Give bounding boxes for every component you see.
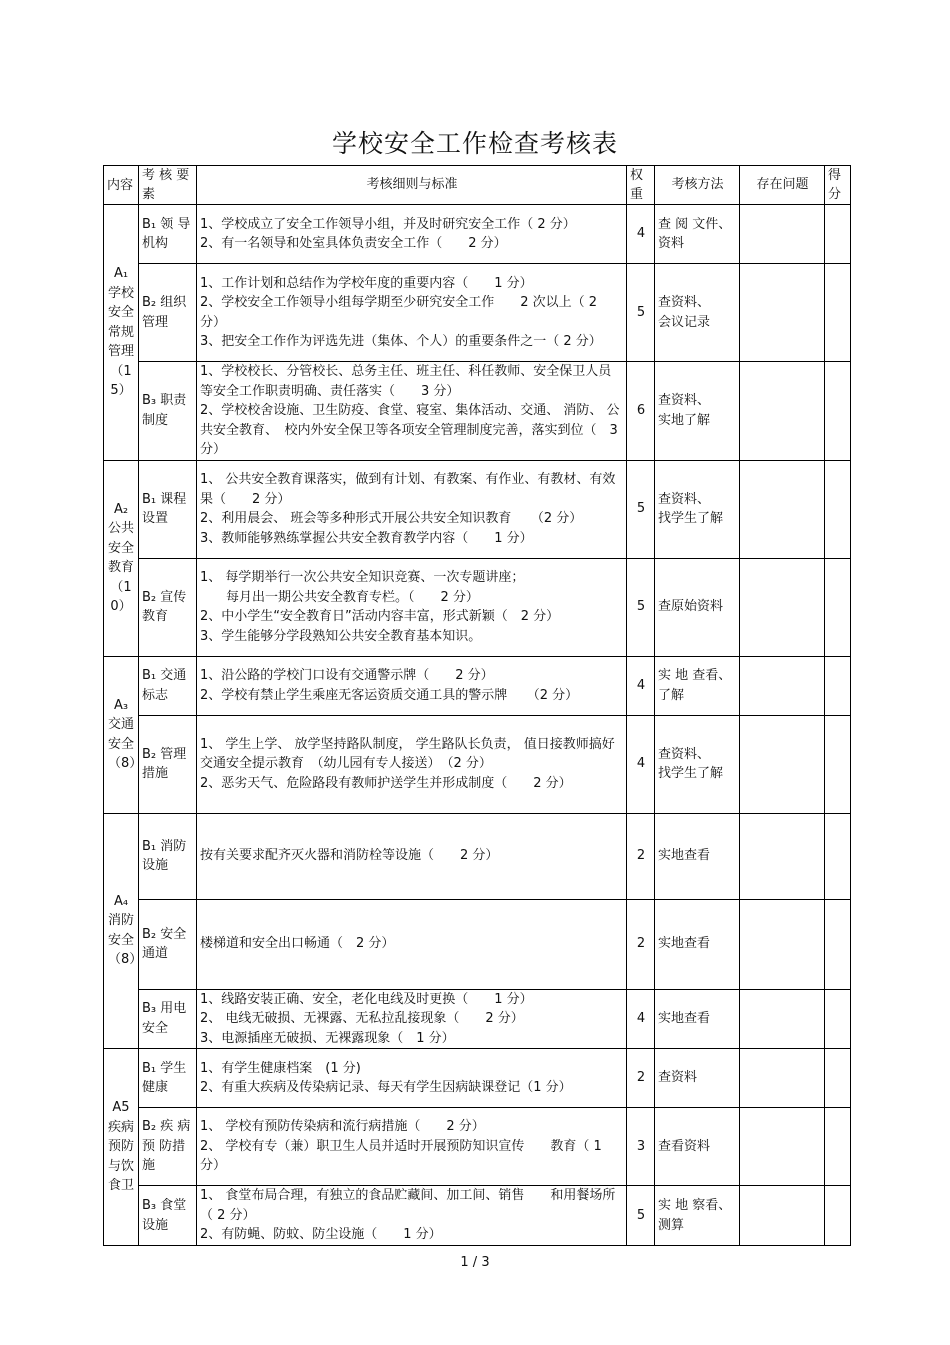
criteria-cell: 1、学校成立了安全工作领导小组，并及时研究安全工作（ 2 分） 2、有一名领导和处室具体负责安全工作（ 2 分） (197, 205, 627, 264)
method-cell: 查 阅 文件、资料 (655, 205, 740, 264)
weight-cell: 2 (627, 1049, 655, 1108)
header-problems: 存在问题 (740, 166, 825, 205)
score-cell[interactable] (825, 362, 851, 461)
table-row (104, 1108, 851, 1186)
element-cell: B₁ 消防设施 (139, 813, 197, 899)
score-cell[interactable] (825, 899, 851, 989)
problems-cell[interactable] (740, 715, 825, 813)
criteria-cell: 1、线路安装正确、安全，老化电线及时更换（ 1 分） 2、 电线无破损、无裸露、无私拉乱接现象（ 2 分） 3、电源插座无破损、无裸露现象（ 1 分） (197, 989, 627, 1049)
problems-cell[interactable] (740, 1049, 825, 1108)
element-cell: B₃ 食堂设施 (139, 1186, 197, 1246)
element-cell: B₂ 疾 病预 防措施 (139, 1108, 197, 1186)
score-cell[interactable] (825, 715, 851, 813)
table-row (104, 989, 851, 1049)
element-cell: B₂ 宣传教育 (139, 558, 197, 656)
score-cell[interactable] (825, 813, 851, 899)
table-row (104, 899, 851, 989)
problems-cell[interactable] (740, 1186, 825, 1246)
element-cell: B₂ 组织管理 (139, 264, 197, 362)
method-cell: 查原始资料 (655, 558, 740, 656)
weight-cell: 6 (627, 362, 655, 461)
method-cell: 实 地 察看、测算 (655, 1186, 740, 1246)
page-title: 学校安全工作检查考核表 (331, 129, 618, 158)
header-criteria: 考核细则与标准 (197, 166, 627, 205)
table-row (104, 205, 851, 264)
weight-cell: 2 (627, 813, 655, 899)
header-row (104, 166, 851, 205)
criteria-cell: 1、 每学期举行一次公共安全知识竞赛、一次专题讲座； 每月出一期公共安全教育专栏。（ 2 分） 2、中小学生“安全教育日”活动内容丰富，形式新颖（ 2 分） 3、学生能够分学段熟知公共安全教育基本知识。 (197, 558, 627, 656)
criteria-cell: 1、沿公路的学校门口设有交通警示牌（ 2 分） 2、学校有禁止学生乘座无客运资质交通工具的警示牌 （2 分） (197, 656, 627, 715)
problems-cell[interactable] (740, 362, 825, 461)
criteria-cell: 1、 公共安全教育课落实，做到有计划、有教案、有作业、有教材、有效果（ 2 分） 2、利用晨会、 班会等多种形式开展公共安全知识教育 （2 分） 3、教师能够熟练掌握公共安全教育教学内容（ 1 分） (197, 460, 627, 558)
table-row (104, 362, 851, 461)
score-cell[interactable] (825, 460, 851, 558)
score-cell[interactable] (825, 989, 851, 1049)
weight-cell: 3 (627, 1108, 655, 1186)
table-row (104, 460, 851, 558)
criteria-cell: 1、 学校有预防传染病和流行病措施（ 2 分） 2、 学校有专（兼）职卫生人员并适时开展预防知识宣传 教育（ 1 分） (197, 1108, 627, 1186)
element-cell: B₁ 学生健康 (139, 1049, 197, 1108)
header-method: 考核方法 (655, 166, 740, 205)
weight-cell: 4 (627, 205, 655, 264)
method-cell: 实地查看 (655, 813, 740, 899)
problems-cell[interactable] (740, 205, 825, 264)
header-score: 得分 (825, 166, 851, 205)
method-cell: 实 地 查看、了解 (655, 656, 740, 715)
table-row (104, 558, 851, 656)
problems-cell[interactable] (740, 989, 825, 1049)
problems-cell[interactable] (740, 656, 825, 715)
method-cell: 查资料、 找学生了解 (655, 715, 740, 813)
table-row (104, 264, 851, 362)
header-area: 内容 (104, 166, 139, 205)
weight-cell: 4 (627, 656, 655, 715)
score-cell[interactable] (825, 264, 851, 362)
element-cell: B₂ 安全通道 (139, 899, 197, 989)
weight-cell: 5 (627, 264, 655, 362)
criteria-cell: 楼梯道和安全出口畅通（ 2 分） (197, 899, 627, 989)
criteria-cell: 1、有学生健康档案 (1 分) 2、有重大疾病及传染病记录、每天有学生因病缺课登记（1 分） (197, 1049, 627, 1108)
area-cell: A5疾病预防与饮食卫 (104, 1049, 139, 1246)
score-cell[interactable] (825, 656, 851, 715)
weight-cell: 5 (627, 558, 655, 656)
page-number: 1 / 3 (460, 1255, 490, 1270)
weight-cell: 4 (627, 989, 655, 1049)
method-cell: 实地查看 (655, 899, 740, 989)
method-cell: 查资料 (655, 1049, 740, 1108)
inspection-table (103, 165, 851, 1246)
header-element: 考 核 要素 (139, 166, 197, 205)
element-cell: B₂ 管理措施 (139, 715, 197, 813)
criteria-cell: 1、 学生上学、 放学坚持路队制度， 学生路队长负责， 值日接教师搞好交通安全提示教育 （幼儿园有专人接送） （2 分） 2、恶劣天气、危险路段有教师护送学生并形成制度（ 2 分） (197, 715, 627, 813)
table-row (104, 813, 851, 899)
criteria-cell: 按有关要求配齐灭火器和消防栓等设施（ 2 分） (197, 813, 627, 899)
problems-cell[interactable] (740, 1108, 825, 1186)
element-cell: B₁ 课程设置 (139, 460, 197, 558)
problems-cell[interactable] (740, 264, 825, 362)
method-cell: 实地查看 (655, 989, 740, 1049)
score-cell[interactable] (825, 1108, 851, 1186)
score-cell[interactable] (825, 1186, 851, 1246)
area-cell: A₃交通安全（8） (104, 656, 139, 813)
problems-cell[interactable] (740, 899, 825, 989)
element-cell: B₃ 用电安全 (139, 989, 197, 1049)
weight-cell: 4 (627, 715, 655, 813)
table-row (104, 1186, 851, 1246)
problems-cell[interactable] (740, 460, 825, 558)
method-cell: 查资料、 找学生了解 (655, 460, 740, 558)
problems-cell[interactable] (740, 813, 825, 899)
table-row (104, 715, 851, 813)
method-cell: 查资料、 实地了解 (655, 362, 740, 461)
problems-cell[interactable] (740, 558, 825, 656)
criteria-cell: 1、学校校长、分管校长、总务主任、班主任、科任教师、安全保卫人员等安全工作职责明确、责任落实（ 3 分） 2、学校校舍设施、卫生防疫、食堂、寝室、集体活动、交通、 消防、 公共安全教育、 校内外安全保卫等各项安全管理制度完善，落实到位（ 3 分） (197, 362, 627, 461)
header-weight: 权重 (627, 166, 655, 205)
element-cell: B₁ 领 导机构 (139, 205, 197, 264)
weight-cell: 2 (627, 899, 655, 989)
table-row (104, 656, 851, 715)
area-cell: A₂公共安全教育（10） (104, 460, 139, 656)
score-cell[interactable] (825, 1049, 851, 1108)
area-cell: A₁学校安全常规管理（15） (104, 205, 139, 461)
method-cell: 查看资料 (655, 1108, 740, 1186)
criteria-cell: 1、 食堂布局合理，有独立的食品贮藏间、加工间、销售 和用餐场所（ 2 分） 2、有防蝇、防蚊、防尘设施（ 1 分） (197, 1186, 627, 1246)
score-cell[interactable] (825, 205, 851, 264)
method-cell: 查资料、 会议记录 (655, 264, 740, 362)
area-cell: A₄消防安全（8） (104, 813, 139, 1049)
weight-cell: 5 (627, 1186, 655, 1246)
score-cell[interactable] (825, 558, 851, 656)
table-row (104, 1049, 851, 1108)
element-cell: B₃ 职责制度 (139, 362, 197, 461)
criteria-cell: 1、工作计划和总结作为学校年度的重要内容（ 1 分） 2、学校安全工作领导小组每学期至少研究安全工作 2 次以上（ 2 分） 3、把安全工作作为评选先进（集体、个人）的重要条件之一（ 2 分） (197, 264, 627, 362)
weight-cell: 5 (627, 460, 655, 558)
element-cell: B₁ 交通标志 (139, 656, 197, 715)
